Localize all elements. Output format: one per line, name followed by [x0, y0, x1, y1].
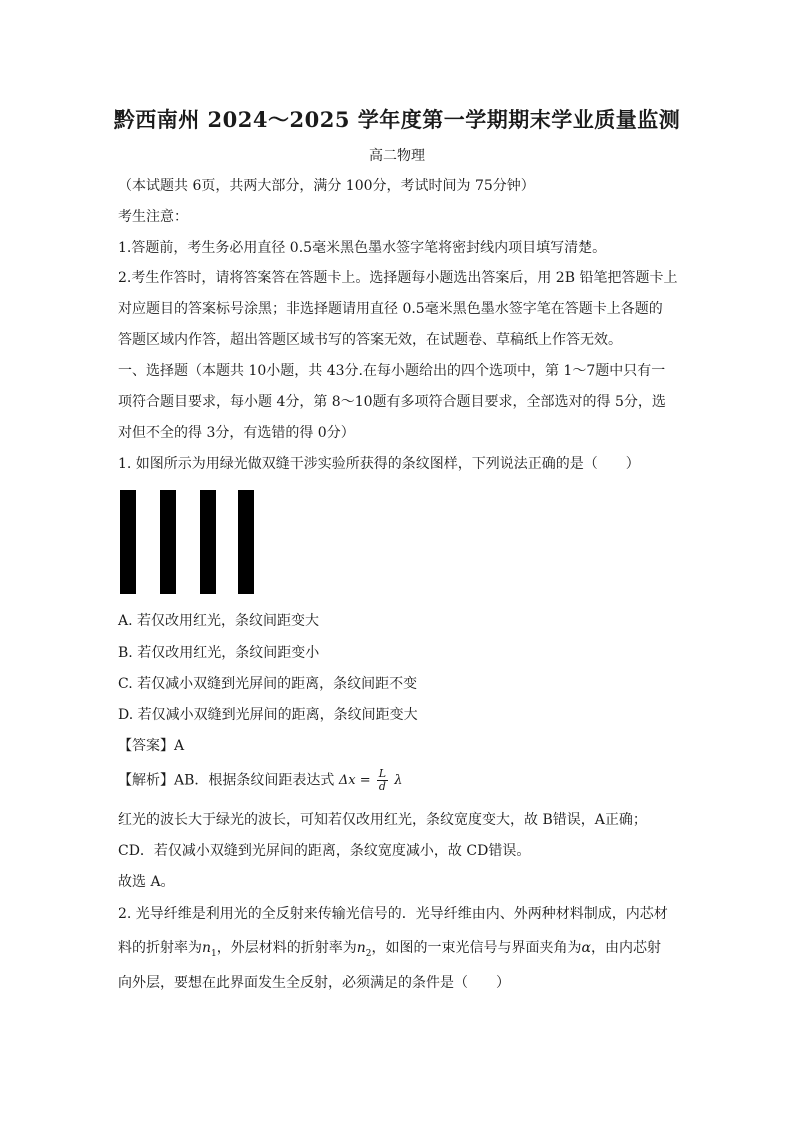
question-2-line-1: 2. 光导纤维是利用光的全反射来传输光信号的．光导纤维由内、外两种材料制成，内芯材 — [118, 906, 668, 922]
section-heading-line-1: 一、选择题（本题共 10小题，共 43分.在每小题给出的四个选项中，第 1～7题中只有一 — [118, 363, 666, 379]
section-heading-line-3: 对但不全的得 3分，有选错的得 0分） — [118, 425, 355, 441]
notice-item-2-line-3: 答题区域内作答，超出答题区域书写的答案无效，在试题卷、草稿纸上作答无效。 — [118, 332, 622, 348]
q2-text-d: ，由内芯射 — [591, 940, 661, 956]
n1-subscript: 1 — [211, 948, 217, 959]
analysis-label: 【解析】AB．根据条纹间距表达式 — [118, 772, 335, 789]
analysis-line-1 — [118, 768, 688, 793]
option-c: C. 若仅减小双缝到光屏间的距离，条纹间距不变 — [118, 676, 418, 692]
section-heading-line-2: 项符合题目要求，每小题 4分，第 8～10题有多项符合题目要求，全部选对的得 5分，选 — [118, 394, 666, 410]
question-1-stem: 1. 如图所示为用绿光做双缝干涉实验所获得的条纹图样，下列说法正确的是（ ） — [118, 456, 640, 472]
formula-denominator: d — [378, 780, 386, 793]
exam-info: （本试题共 6页，共两大部分，满分 100分，考试时间为 75分钟） — [118, 178, 535, 194]
formula-numerator: L — [378, 767, 387, 780]
question-2-line-2 — [118, 938, 688, 964]
notice-item-2-line-1: 2.考生作答时，请将答案答在答题卡上。选择题每小题选出答案后，用 2B 铅笔把答题卡上 — [118, 270, 678, 286]
formula-rhs: λ — [394, 773, 403, 788]
dark-fringe — [120, 490, 136, 594]
q2-text-b: ，外层材料的折射率为 — [216, 940, 357, 956]
option-a: A. 若仅改用红光，条纹间距变大 — [118, 613, 320, 629]
subject-title: 高二物理 — [369, 148, 425, 164]
formula-lhs: Δx = — [338, 773, 371, 788]
dark-fringe — [160, 490, 176, 594]
n2-subscript: 2 — [365, 948, 372, 959]
answer-label: 【答案】A — [118, 738, 185, 754]
dark-fringe — [238, 490, 254, 594]
q2-text-a: 料的折射率为 — [118, 940, 202, 956]
fringe-spacing-formula — [339, 768, 403, 793]
alpha-symbol: α — [581, 940, 591, 956]
option-d: D. 若仅减小双缝到光屏间的距离，条纹间距变大 — [118, 707, 418, 723]
question-2-line-3: 向外层，要想在此界面发生全反射，必须满足的条件是（ ） — [118, 975, 510, 991]
formula-fraction — [377, 768, 388, 793]
dark-fringe — [200, 490, 216, 594]
n2-symbol: n — [356, 940, 366, 956]
notice-item-2-line-2: 对应题目的答案标号涂黑；非选择题请用直径 0.5毫米黑色墨水签字笔在答题卡上各题的 — [118, 301, 663, 317]
exam-title: 黔西南州 2024～2025 学年度第一学期期末学业质量监测 — [113, 107, 681, 132]
conclusion: 故选 A。 — [118, 874, 175, 890]
q2-text-c: ，如图的一束光信号与界面夹角为 — [371, 940, 582, 956]
option-b: B. 若仅改用红光，条纹间距变小 — [118, 645, 320, 661]
analysis-line-2: 红光的波长大于绿光的波长，可知若仅改用红光，条纹宽度变大，故 B错误，A正确； — [118, 812, 647, 828]
interference-fringe-figure — [120, 490, 260, 594]
notice-heading: 考生注意： — [118, 209, 188, 225]
notice-item-1: 1.答题前，考生务必用直径 0.5毫米黑色墨水签字笔将密封线内项目填写清楚。 — [118, 240, 607, 256]
analysis-line-3: CD．若仅减小双缝到光屏间的距离，条纹宽度减小，故 CD错误。 — [118, 843, 531, 859]
n1-symbol: n — [202, 940, 212, 956]
